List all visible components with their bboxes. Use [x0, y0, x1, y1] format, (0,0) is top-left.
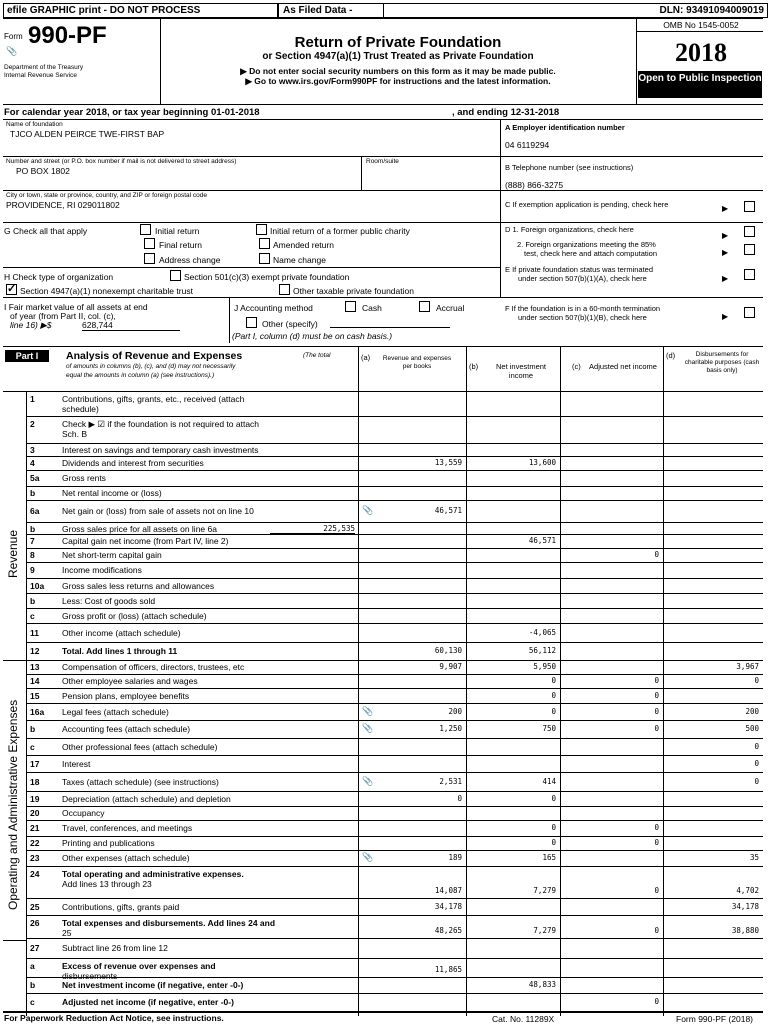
amount-b: 56,112: [528, 646, 556, 655]
line-label: Net investment income (if negative, enter -0-): [62, 980, 244, 990]
paperwork-notice: For Paperwork Reduction Act Notice, see instructions.: [4, 1013, 224, 1023]
irs-label: Internal Revenue Service: [4, 72, 77, 79]
gross-sales-value: 225,535: [270, 524, 355, 534]
amount-a: 2,531: [439, 776, 462, 786]
phone-value: (888) 866-3275: [505, 180, 564, 190]
line-label: Compensation of officers, directors, trustees, etc: [62, 662, 245, 672]
line-label: Printing and publications: [62, 838, 155, 848]
amount-b: -4,065: [528, 627, 556, 637]
part-i-desc-1: of amounts in columns (b), (c), and (d) may not necessarily: [66, 363, 236, 370]
amount-d: 0: [754, 758, 759, 768]
line-number: 12: [30, 646, 40, 656]
amount-b: 0: [551, 793, 556, 803]
street-address: PO BOX 1802: [16, 166, 70, 176]
line-label: Net short-term capital gain: [62, 550, 162, 560]
line-label: Occupancy: [62, 808, 105, 818]
phone-label: B Telephone number (see instructions): [505, 163, 634, 172]
amount-d: 0: [754, 776, 759, 786]
line-number: b: [30, 524, 36, 534]
amount-a: 189: [448, 853, 462, 862]
line-label: Dividends and interest from securities: [62, 458, 204, 468]
line-number: 24: [30, 869, 40, 879]
line-label: Gross sales less returns and allowances: [62, 580, 215, 591]
part-i-title: Analysis of Revenue and Expenses: [66, 350, 243, 362]
line-number: 26: [30, 918, 40, 928]
amount-c: 0: [654, 926, 659, 935]
part-i-title-note: (The total: [303, 352, 331, 359]
cash-checkbox[interactable]: [345, 301, 356, 312]
line-label: Contributions, gifts, grants, etc., received (attach: [62, 394, 245, 404]
room-suite-label: Room/suite: [366, 158, 399, 165]
line-label: Total expenses and disbursements. Add lines 24 and: [62, 918, 276, 928]
attachment-icon[interactable]: 📎: [362, 775, 374, 786]
line-label: Other income (attach schedule): [62, 627, 181, 638]
col-b-tag: (b): [469, 362, 479, 371]
attachment-icon[interactable]: 📎: [362, 852, 374, 862]
initial-return-checkbox[interactable]: [140, 224, 151, 235]
amount-c: 0: [654, 838, 659, 847]
amount-b: 5,950: [533, 662, 556, 671]
dept-treasury: Department of the Treasury: [4, 64, 84, 71]
ssn-note: ▶ Do not enter social security numbers on this form as it may be made public.: [240, 66, 556, 76]
line-number: 2: [30, 419, 35, 429]
line-label-cont: schedule): [62, 404, 99, 414]
line-label-cont: disbursements: [62, 971, 118, 981]
attachment-icon[interactable]: 📎: [362, 705, 374, 716]
line-label: Other professional fees (attach schedule): [62, 741, 218, 752]
line-label: Pension plans, employee benefits: [62, 690, 190, 701]
amount-c: 0: [654, 886, 659, 895]
final-return-checkbox[interactable]: [144, 238, 155, 249]
address-change-label: Address change: [159, 255, 221, 265]
e-label-1: E If private foundation status was terminated: [505, 265, 653, 274]
ein-label: A Employer identification number: [505, 123, 625, 132]
line-label: Net rental income or (loss): [62, 488, 162, 498]
amended-return-checkbox[interactable]: [259, 238, 270, 249]
form-subtitle: or Section 4947(a)(1) Trust Treated as Private Foundation: [262, 51, 534, 62]
arrow-right-icon: ▶: [722, 231, 729, 240]
amount-c: 0: [654, 550, 659, 559]
h-501c3-checkbox[interactable]: [170, 270, 181, 281]
amount-a: 200: [448, 706, 462, 716]
line-label: Adjusted net income (if negative, enter -0-): [62, 997, 234, 1007]
f-label-2: under section 507(b)(1)(B), check here: [518, 313, 647, 322]
other-method-checkbox[interactable]: [246, 317, 257, 328]
amount-b: 46,571: [528, 536, 556, 545]
line-label: Net gain or (loss) from sale of assets not on line 10: [62, 506, 254, 516]
amount-c: 0: [654, 823, 659, 832]
amount-d: 38,880: [731, 926, 759, 935]
city-state-zip: PROVIDENCE, RI 029011802: [6, 200, 120, 210]
col-b-header: Net investment income: [495, 362, 547, 380]
line-label: Contributions, gifts, grants paid: [62, 901, 180, 912]
arrow-right-icon: ▶: [722, 248, 729, 257]
line-number: 18: [30, 776, 40, 787]
form-label: Form: [4, 32, 23, 41]
h-label: H Check type of organization: [4, 272, 114, 282]
line-number: c: [30, 997, 35, 1007]
revenue-side-label: Revenue: [6, 529, 20, 578]
line-label: Depreciation (attach schedule) and depletion: [62, 793, 231, 804]
line-number: b: [30, 724, 36, 734]
line-number: 8: [30, 550, 35, 560]
line-label: Gross rents: [62, 473, 106, 483]
form-title: Return of Private Foundation: [294, 34, 502, 51]
amount-a: 34,178: [434, 901, 462, 911]
line-label: Income modifications: [62, 565, 142, 575]
amount-b: 0: [551, 823, 556, 832]
part-i-desc-2: equal the amounts in column (a) (see instructions).): [66, 372, 215, 379]
amount-d: 34,178: [731, 901, 759, 911]
col-c-header: Adjusted net income: [589, 362, 657, 371]
line-number: 25: [30, 901, 40, 912]
e-label-2: under section 507(b)(1)(A), check here: [518, 274, 647, 283]
amount-b: 0: [551, 690, 556, 700]
line-number: b: [30, 980, 36, 990]
col-c-tag: (c): [572, 362, 581, 371]
line-label: Other expenses (attach schedule): [62, 853, 190, 863]
line-number: 20: [30, 808, 40, 818]
line-number: b: [30, 595, 36, 606]
line-number: 3: [30, 445, 35, 455]
calendar-year: For calendar year 2018, or tax year beginning 01-01-2018: [4, 107, 260, 118]
e-checkbox[interactable]: [744, 269, 755, 280]
amount-a: 14,087: [434, 886, 462, 895]
line-label: Taxes (attach schedule) (see instructions): [62, 776, 219, 787]
line-label: Capital gain net income (from Part IV, line 2): [62, 536, 229, 546]
line-label-cont: 25: [62, 928, 72, 938]
address-label: Number and street (or P.O. box number if mail is not delivered to street address): [6, 158, 237, 165]
col-a-tag: (a): [361, 353, 371, 362]
line-number: 9: [30, 565, 35, 575]
ein-value: 04 6119294: [505, 140, 550, 150]
amount-b: 7,279: [533, 886, 556, 895]
amount-a: 0: [457, 793, 462, 803]
amount-d: 3,967: [736, 662, 759, 671]
j-label: J Accounting method: [234, 303, 313, 313]
line-label: Gross profit or (loss) (attach schedule): [62, 610, 207, 621]
amended-return-label: Amended return: [273, 240, 334, 250]
address-change-checkbox[interactable]: [144, 253, 155, 264]
line-label: Accounting fees (attach schedule): [62, 724, 191, 734]
amount-b: 750: [542, 724, 556, 733]
amount-b: 0: [551, 676, 556, 685]
line-number: 19: [30, 793, 40, 804]
other-method-label: Other (specify): [262, 319, 318, 329]
h-501c3-label: Section 501(c)(3) exempt private foundation: [184, 272, 350, 282]
other-method-field[interactable]: [330, 327, 450, 328]
line-number: 15: [30, 690, 40, 701]
line-number: 1: [30, 394, 35, 404]
line-label: Less: Cost of goods sold: [62, 595, 156, 606]
line-number: c: [30, 610, 35, 621]
amount-b: 48,833: [528, 980, 556, 989]
final-return-label: Final return: [159, 240, 202, 250]
line-number: 17: [30, 758, 40, 769]
omb-number: OMB No 1545-0052: [663, 20, 739, 30]
dln-number: DLN: 93491094009019: [383, 3, 768, 18]
amount-c: 0: [654, 690, 659, 700]
i-label-2: of year (from Part II, col. (c),: [10, 311, 116, 321]
foundation-name: TJCO ALDEN PEIRCE TWE-FIRST BAP: [10, 129, 165, 139]
line-label-cont: Sch. B: [62, 429, 88, 439]
d2-checkbox[interactable]: [744, 244, 755, 255]
line-label: Total operating and administrative expenses.: [62, 869, 244, 879]
amount-c: 0: [654, 724, 659, 733]
amount-b: 7,279: [533, 926, 556, 935]
amount-b: 0: [551, 838, 556, 847]
col-a-header: Revenue and expenses per books: [382, 355, 452, 370]
f-label-1: F If the foundation is in a 60-month termination: [505, 304, 661, 313]
expenses-side-label: Operating and Administrative Expenses: [6, 699, 20, 910]
line-number: 27: [30, 943, 40, 953]
amount-d: 4,702: [736, 886, 759, 895]
amount-a: 1,250: [439, 724, 462, 733]
line-number: 4: [30, 458, 35, 468]
cash-label: Cash: [362, 303, 382, 313]
amount-c: 0: [654, 997, 659, 1006]
foundation-name-label: Name of foundation: [6, 121, 63, 128]
efile-banner: efile GRAPHIC print - DO NOT PROCESS: [3, 3, 278, 18]
part-i-tag: Part I: [5, 350, 49, 362]
h-other-label: Other taxable private foundation: [293, 286, 414, 296]
form-footer-id: Form 990-PF (2018): [676, 1014, 753, 1024]
initial-former-label: Initial return of a former public charity: [270, 226, 410, 236]
amount-a: 13,559: [434, 458, 462, 467]
line-label: Subtract line 26 from line 12: [62, 943, 168, 953]
line-number: c: [30, 741, 35, 752]
line-label: Legal fees (attach schedule): [62, 706, 169, 717]
line-label: Interest: [62, 758, 91, 769]
as-filed-banner: As Filed Data -: [278, 3, 384, 18]
line-label: Total. Add lines 1 through 11: [62, 646, 178, 656]
d1-label: D 1. Foreign organizations, check here: [505, 225, 634, 234]
amount-d: 35: [749, 853, 759, 862]
line-number: 14: [30, 676, 40, 686]
calendar-ending: , and ending 12-31-2018: [452, 107, 560, 118]
col-d-tag: (d): [666, 351, 676, 360]
d1-checkbox[interactable]: [744, 226, 755, 237]
arrow-right-icon: ▶: [722, 204, 729, 213]
amount-a: 9,907: [439, 662, 462, 671]
amount-d: 0: [754, 676, 759, 685]
i-label-1: I Fair market value of all assets at end: [4, 302, 148, 312]
amount-d: 500: [745, 724, 759, 733]
name-change-checkbox[interactable]: [259, 253, 270, 264]
accrual-label: Accrual: [436, 303, 465, 313]
arrow-right-icon: ▶: [722, 312, 729, 321]
line-number: a: [30, 961, 35, 971]
amount-b: 13,600: [528, 458, 556, 467]
line-number: 22: [30, 838, 40, 848]
initial-return-label: Initial return: [155, 226, 200, 236]
exemption-pending-checkbox[interactable]: [744, 201, 755, 212]
d2-label-1: 2. Foreign organizations meeting the 85%: [517, 240, 656, 249]
h-4947-label: Section 4947(a)(1) nonexempt charitable trust: [20, 286, 193, 296]
line-number: 21: [30, 823, 40, 833]
instructions-link[interactable]: ▶ Go to www.irs.gov/Form990PF for instructions and the latest information.: [245, 76, 551, 86]
f-checkbox[interactable]: [744, 307, 755, 318]
attachment-icon[interactable]: 📎: [362, 723, 374, 733]
j-note: (Part I, column (d) must be on cash basis.): [232, 331, 393, 341]
g-label: G Check all that apply: [4, 226, 88, 236]
line-number: 5a: [30, 473, 40, 483]
line-label: Other employee salaries and wages: [62, 676, 198, 686]
attachment-icon[interactable]: 📎: [362, 505, 374, 515]
line-number: 10a: [30, 580, 45, 591]
efile-icon: 📎: [6, 46, 18, 56]
line-number: 11: [30, 627, 39, 638]
amount-d: 200: [745, 706, 759, 716]
line-label: Travel, conferences, and meetings: [62, 823, 193, 833]
fmv-value: 628,744: [82, 320, 180, 331]
amount-d: 0: [754, 741, 759, 751]
accrual-checkbox[interactable]: [419, 301, 430, 312]
amount-a: 60,130: [434, 646, 462, 655]
col-d-header: Disbursements for charitable purposes (cash basis only): [684, 351, 760, 374]
line-number: 7: [30, 536, 35, 546]
amount-a: 48,265: [434, 926, 462, 935]
tax-year: 2018: [675, 38, 727, 67]
line-label-cont: Add lines 13 through 23: [62, 879, 152, 889]
form-number: 990-PF: [28, 22, 107, 49]
line-number: 6a: [30, 506, 40, 516]
line-number: b: [30, 488, 36, 498]
catalog-number: Cat. No. 11289X: [492, 1014, 555, 1024]
h-other-checkbox[interactable]: [279, 284, 290, 295]
amount-a: 11,865: [434, 965, 462, 974]
d2-label-2: test, check here and attach computation: [524, 249, 657, 258]
amount-b: 0: [551, 706, 556, 716]
line-label: Gross sales price for all assets on line 6a: [62, 524, 217, 534]
line-label: Interest on savings and temporary cash investments: [62, 445, 259, 455]
line-number: 13: [30, 662, 40, 672]
amount-c: 0: [654, 676, 659, 685]
line-number: 23: [30, 853, 40, 863]
line-label: Excess of revenue over expenses and: [62, 961, 216, 971]
exemption-pending-label: C If exemption application is pending, check here: [505, 200, 669, 209]
line-label: Check ▶ ☑ if the foundation is not required to attach: [62, 419, 260, 429]
amount-c: 0: [654, 706, 659, 716]
arrow-right-icon: ▶: [722, 274, 729, 283]
city-label: City or town, state or province, country, and ZIP or foreign postal code: [6, 192, 207, 199]
initial-former-checkbox[interactable]: [256, 224, 267, 235]
line-number: 16a: [30, 706, 45, 717]
amount-b: 165: [542, 853, 556, 862]
amount-a: 46,571: [434, 506, 462, 515]
amount-b: 414: [542, 776, 556, 786]
i-label-3: line 16) ▶$: [10, 320, 52, 330]
name-change-label: Name change: [273, 255, 326, 265]
h-4947-checkbox[interactable]: [6, 284, 17, 295]
open-inspection: Open to Public Inspection: [638, 71, 762, 98]
